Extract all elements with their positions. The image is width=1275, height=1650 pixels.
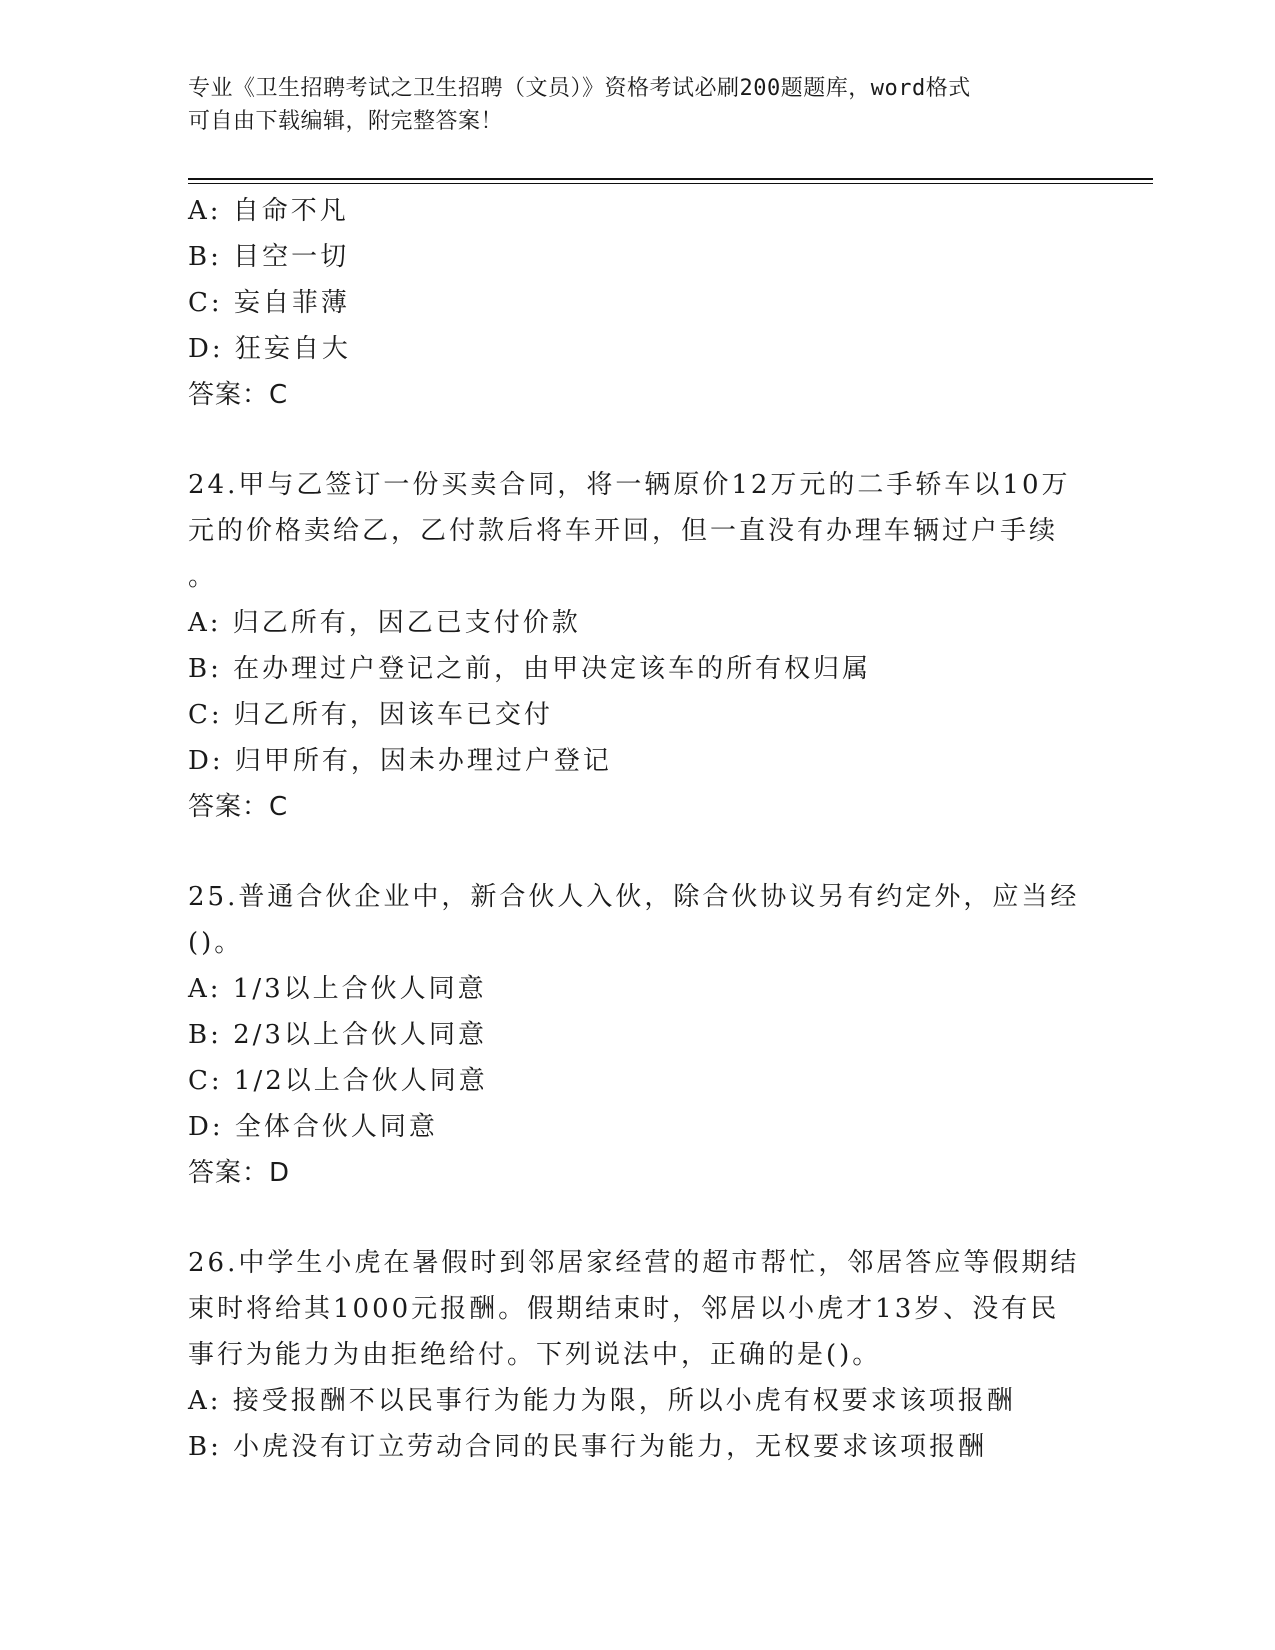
question-25 — [188, 874, 1088, 1196]
option-a: A: 归乙所有，因乙已支付价款 — [188, 608, 581, 638]
spacer — [188, 418, 1088, 462]
question-24 — [188, 462, 1088, 830]
option-d: D: 归甲所有，因未办理过户登记 — [188, 746, 612, 776]
spacer — [188, 1196, 1088, 1240]
question-text-line: 元的价格卖给乙，乙付款后将车开回，但一直没有办理车辆过户手续 — [188, 516, 1059, 546]
question-text-line: 事行为能力为由拒绝给付。下列说法中，正确的是()。 — [188, 1340, 882, 1370]
option-d: D: 全体合伙人同意 — [188, 1112, 438, 1142]
question-23 — [188, 188, 1088, 418]
question-text-line: 26.中学生小虎在暑假时到邻居家经营的超市帮忙，邻居答应等假期结 — [188, 1248, 1080, 1278]
option-a: A: 接受报酬不以民事行为能力为限，所以小虎有权要求该项报酬 — [188, 1386, 1016, 1416]
option-b: B: 小虎没有订立劳动合同的民事行为能力，无权要求该项报酬 — [188, 1432, 988, 1462]
answer: 答案：D — [188, 1158, 291, 1188]
document-header — [188, 72, 1068, 138]
question-26 — [188, 1240, 1088, 1470]
answer: 答案：C — [188, 380, 289, 410]
question-list — [188, 188, 1088, 1470]
option-a: A: 1/3以上合伙人同意 — [188, 974, 487, 1004]
option-b: B: 目空一切 — [188, 242, 350, 272]
header-rule-thick — [188, 178, 1153, 180]
question-text-line: 束时将给其1000元报酬。假期结束时，邻居以小虎才13岁、没有民 — [188, 1294, 1060, 1324]
answer: 答案：C — [188, 792, 289, 822]
question-text-line: 。 — [188, 562, 218, 592]
option-c: C: 妄自菲薄 — [188, 288, 350, 318]
question-text-line: ()。 — [188, 928, 244, 958]
spacer — [188, 830, 1088, 874]
question-text-line: 24.甲与乙签订一份买卖合同，将一辆原价12万元的二手轿车以10万 — [188, 470, 1071, 500]
option-c: C: 归乙所有，因该车已交付 — [188, 700, 553, 730]
option-b: B: 2/3以上合伙人同意 — [188, 1020, 487, 1050]
header-line-2: 可自由下载编辑，附完整答案！ — [188, 109, 504, 134]
option-d: D: 狂妄自大 — [188, 334, 351, 364]
question-text-line: 25.普通合伙企业中，新合伙人入伙，除合伙协议另有约定外，应当经 — [188, 882, 1080, 912]
header-rule-thin — [188, 183, 1153, 184]
header-line-1: 专业《卫生招聘考试之卫生招聘（文员）》资格考试必刷200题题库，word格式 — [188, 76, 971, 101]
option-c: C: 1/2以上合伙人同意 — [188, 1066, 488, 1096]
option-b: B: 在办理过户登记之前，由甲决定该车的所有权归属 — [188, 654, 872, 684]
option-a: A: 自命不凡 — [188, 196, 349, 226]
